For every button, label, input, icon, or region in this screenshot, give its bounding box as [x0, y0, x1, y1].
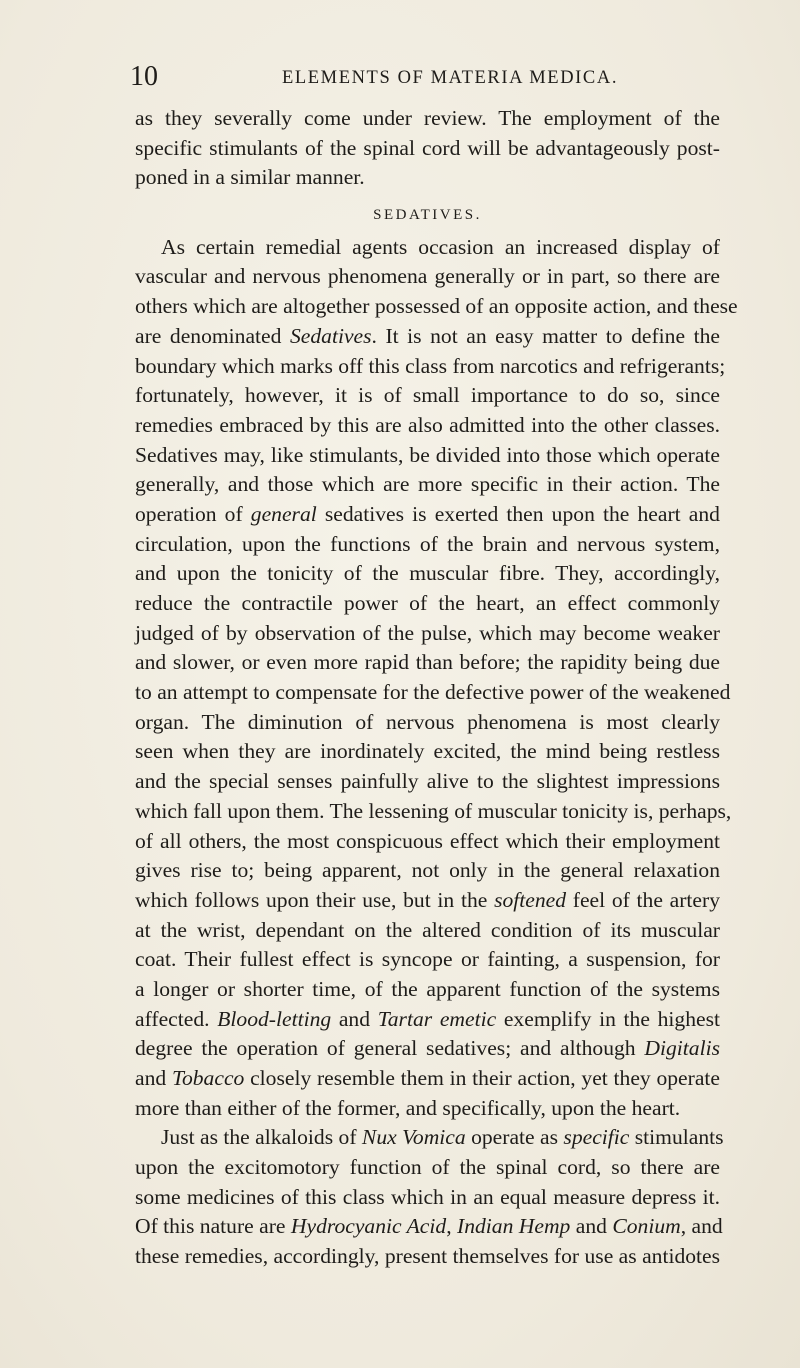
text-line: and upon the tonicity of the muscular fibre. They, accordingly,: [135, 561, 720, 586]
text-run: feel of the artery: [566, 887, 721, 912]
text-line: [135, 1123, 724, 1153]
text-line: boundary which marks off this class from narcotics and refrigerants;: [135, 353, 726, 378]
text-run: Just as the alkaloids of: [161, 1125, 362, 1150]
text-line: generally, and those which are more specific in their action. The: [135, 472, 720, 497]
running-head: ELEMENTS OF MATERIA MEDICA.: [281, 68, 619, 88]
text-line: and the special senses painfully alive to the slightest impressions: [135, 769, 720, 794]
text-run: which follows upon their use, but in the: [135, 887, 495, 912]
text-run: sedatives is exerted then upon the heart and: [316, 501, 720, 526]
paragraph-3: [135, 1123, 724, 1271]
italic-term: specific: [563, 1125, 630, 1150]
text-run: and: [570, 1214, 613, 1239]
text-line: [135, 500, 720, 530]
text-line: Sedatives may, like stimulants, be divided into those which operate: [135, 442, 720, 467]
text-line: remedies embraced by this are also admitted into the other classes.: [135, 412, 720, 437]
text-line: as they severally come under review. The employment of the: [135, 106, 720, 130]
text-line: and slower, or even more rapid than before; the rapidity being due: [135, 650, 720, 675]
text-line: reduce the contractile power of the heart, an effect commonly: [135, 591, 720, 615]
text-line: fortunately, however, it is of small importance to do so, since: [135, 383, 720, 408]
text-run: , and: [680, 1214, 723, 1239]
text-line: [135, 322, 720, 352]
italic-term: softened: [494, 887, 567, 912]
text-line: [135, 1212, 723, 1242]
text-line: more than either of the former, and specifically, upon the heart.: [135, 1095, 681, 1120]
text-line: at the wrist, dependant on the altered condition of its muscular: [135, 917, 720, 942]
italic-term: Indian Hemp: [457, 1214, 571, 1239]
text-line: upon the excitomotory function of the spinal cord, so there are: [135, 1155, 720, 1180]
text-run: Of this nature are: [135, 1214, 291, 1239]
text-line: some medicines of this class which in an equal measure depress it.: [135, 1184, 720, 1209]
text-run: operation of: [135, 501, 251, 526]
body-text: [135, 104, 738, 1272]
text-line: of all others, the most conspicuous effect which their employment: [135, 828, 720, 853]
text-line: vascular and nervous phenomena generally or in part, so there are: [135, 264, 720, 289]
text-line: gives rise to; being apparent, not only in the general relaxation: [135, 858, 720, 883]
text-run: are denominated: [135, 323, 290, 348]
text-line: specific stimulants of the spinal cord will be advantageously post-: [135, 135, 720, 160]
text-line: organ. The diminution of nervous phenomena is most clearly: [135, 709, 720, 734]
text-run: . It is not an easy matter to define the: [371, 323, 720, 348]
text-line: others which are altogether possessed of an opposite action, and these: [135, 294, 738, 319]
text-run: operate as: [465, 1125, 564, 1150]
text-line: [135, 1005, 720, 1035]
text-run: and: [135, 1066, 172, 1090]
page-header: [130, 60, 710, 94]
text-run: exemplify in the highest: [496, 1006, 720, 1031]
italic-term: Nux Vomica: [361, 1125, 466, 1150]
text-run: degree the operation of general sedatives; and although: [135, 1036, 645, 1061]
page-number: 10: [130, 61, 158, 92]
text-line: a longer or shorter time, of the apparent function of the systems: [135, 976, 720, 1001]
italic-term: Tobacco: [171, 1066, 245, 1090]
text-run: and: [331, 1006, 378, 1031]
text-run: ,: [446, 1214, 457, 1239]
text-run: closely resemble them in their action, yet they operate: [244, 1066, 720, 1090]
text-run: affected.: [135, 1006, 218, 1031]
text-line: [135, 1064, 720, 1094]
text-line: to an attempt to compensate for the defective power of the weakened: [135, 680, 731, 705]
text-line: these remedies, accordingly, present themselves for use as antidotes: [135, 1244, 721, 1269]
italic-term: Hydrocyanic Acid: [290, 1214, 447, 1239]
text-line: seen when they are inordinately excited, the mind being restless: [135, 739, 720, 764]
italic-term: Digitalis: [644, 1036, 720, 1061]
paragraph-2: [135, 233, 738, 1124]
text-line: judged of by observation of the pulse, which may become weaker: [135, 620, 720, 645]
text-line: poned in a similar manner.: [135, 165, 365, 190]
italic-term: general: [250, 501, 317, 526]
text-line: [135, 886, 720, 916]
italic-term: Blood-letting: [217, 1006, 332, 1031]
text-line: circulation, upon the functions of the brain and nervous system,: [135, 531, 720, 556]
text-line: coat. Their fullest effect is syncope or fainting, a suspension, for: [135, 947, 720, 972]
italic-term: Sedatives: [289, 323, 372, 348]
italic-term: Tartar emetic: [377, 1006, 497, 1031]
text-line: As certain remedial agents occasion an increased display of: [161, 234, 720, 259]
paragraph-1: [135, 104, 720, 193]
italic-term: Conium: [612, 1214, 681, 1239]
text-run: stimulants: [629, 1125, 724, 1150]
text-line: which fall upon them. The lessening of muscular tonicity is, perhaps,: [135, 798, 732, 823]
section-heading: SEDATIVES.: [373, 207, 482, 224]
text-line: [135, 1034, 720, 1064]
